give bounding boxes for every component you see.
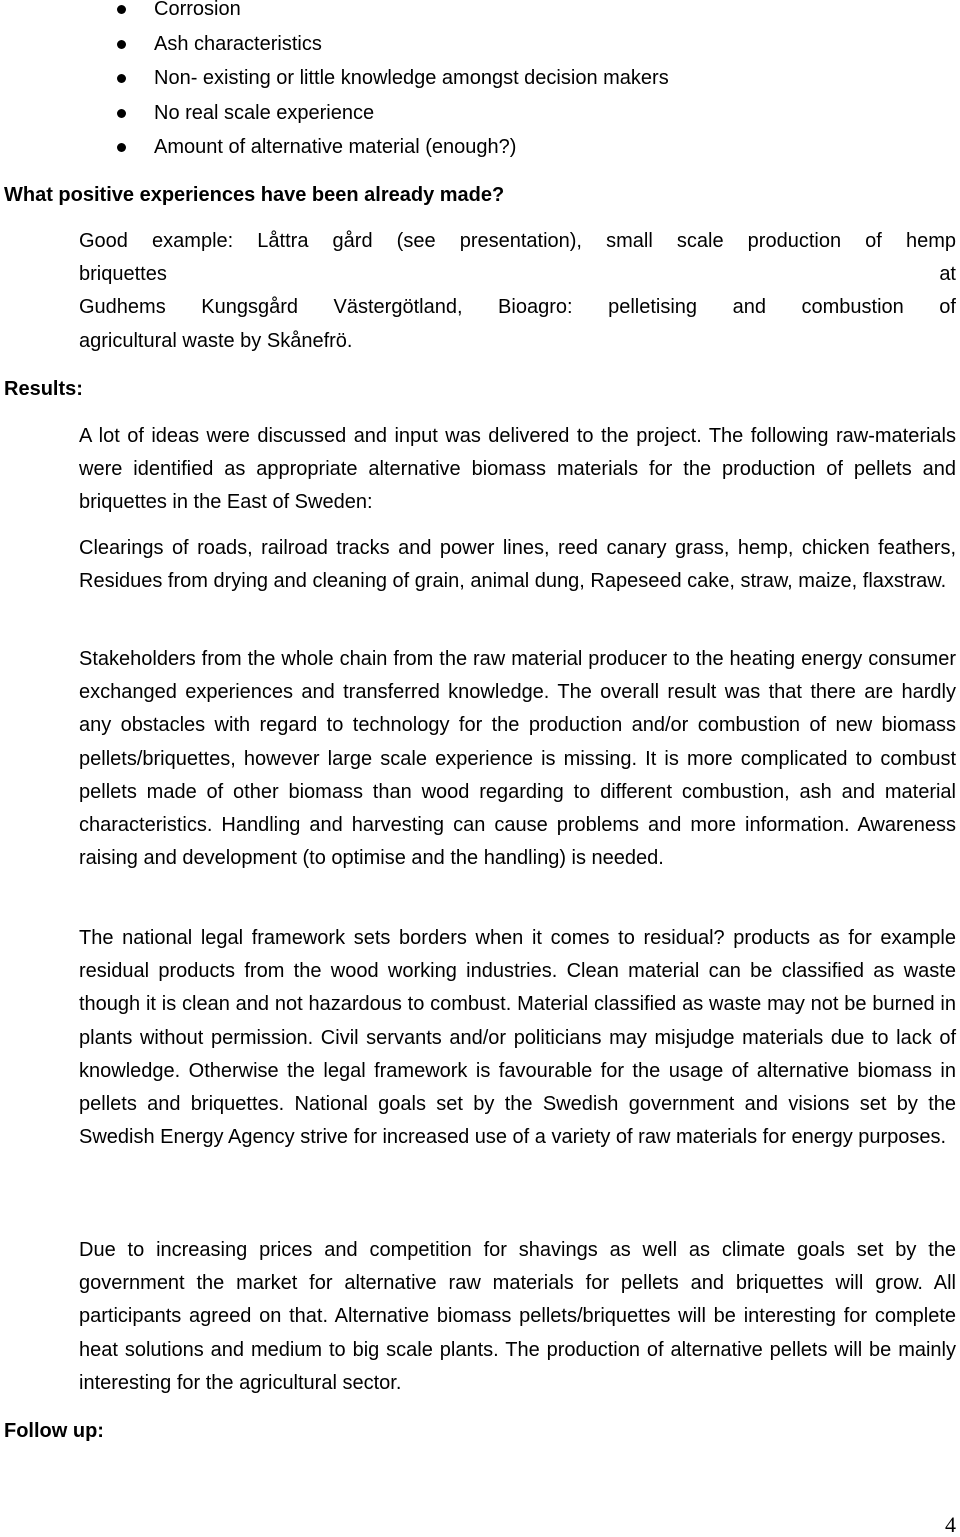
good-example-line: Good example: Låttra gård (see presentation), small scale production of hemp	[79, 230, 956, 252]
challenge-list	[0, 0, 669, 165]
legal-framework-paragraph: The national legal framework sets borders when it comes to residual? products as for example residual products from the wood working industries. Clean material can be classified as waste though it is clean and not hazardous to combust. Material classified as waste may not be burned in plants without permission. Civil servants and/or politicians may misjudge materials due to lack of knowledge. Otherwise the legal framework is favourable for the usage of alternative biomass in pellets and briquettes. National goals set by the Swedish government and visions set by the Swedish Energy Agency strive for increased use of a variety of raw materials for energy purposes.	[79, 927, 956, 1149]
bullet-icon	[117, 109, 126, 118]
list-item	[0, 96, 669, 131]
good-example-line	[79, 258, 956, 291]
list-item-text: Ash characteristics	[154, 32, 322, 55]
good-example-line-left: briquettes	[79, 263, 167, 286]
list-item-text: No real scale experience	[154, 101, 375, 124]
results-heading: Results:	[4, 378, 83, 400]
stakeholders-paragraph: Stakeholders from the whole chain from the raw material producer to the heating energy consumer exchanged experiences and transferred knowledge. The overall result was that there are hardly any obstacles with regard to technology for the production and/or combustion of new biomass pellets/briquettes, however large scale experience is missing. It is more complicated to combust pellets made of other biomass than wood regarding to different combustion, ash and material characteristics. Handling and harvesting can cause problems and more information. Awareness raising and development (to optimise and the handling) is needed.	[79, 648, 956, 870]
page-number: 4	[945, 1512, 956, 1537]
market-paragraph: Due to increasing prices and competition for shavings as well as climate goals set by the government the market for alternative raw materials for pellets and briquettes will grow. All participants agreed on that. Alternative biomass pellets/briquettes will be interesting for complete heat solutions and medium to big scale plants. The production of alternative pellets will be mainly interesting for the agricultural sector.	[79, 1239, 956, 1394]
good-example-paragraph	[79, 225, 956, 358]
list-item-text: Amount of alternative material (enough?)	[154, 136, 517, 159]
raw-materials-paragraph: Clearings of roads, railroad tracks and power lines, reed canary grass, hemp, chicken feathers, Residues from drying and cleaning of grain, animal dung, Rapeseed cake, straw, maize, flaxstraw.	[79, 537, 956, 593]
results-paragraph: A lot of ideas were discussed and input was delivered to the project. The following raw-materials were identified as appropriate alternative biomass materials for the production of pellets and briquettes in the East of Sweden:	[79, 425, 956, 514]
bullet-icon	[117, 143, 126, 152]
bullet-icon	[117, 40, 126, 49]
list-item	[0, 130, 669, 165]
good-example-line: agricultural waste by Skånefrö.	[79, 329, 353, 352]
good-example-line-right: at	[939, 263, 956, 286]
list-item-text: Corrosion	[154, 0, 241, 20]
bullet-icon	[117, 5, 126, 14]
positive-experiences-heading: What positive experiences have been already made?	[4, 184, 505, 206]
bullet-icon	[117, 74, 126, 83]
list-item-text: Non- existing or little knowledge amongst decision makers	[154, 67, 669, 90]
list-item	[0, 0, 669, 27]
list-item	[0, 61, 669, 96]
follow-up-heading: Follow up:	[4, 1420, 104, 1442]
good-example-line: Gudhems Kungsgård Västergötland, Bioagro: pelletising and combustion of	[79, 296, 956, 319]
list-item	[0, 27, 669, 62]
